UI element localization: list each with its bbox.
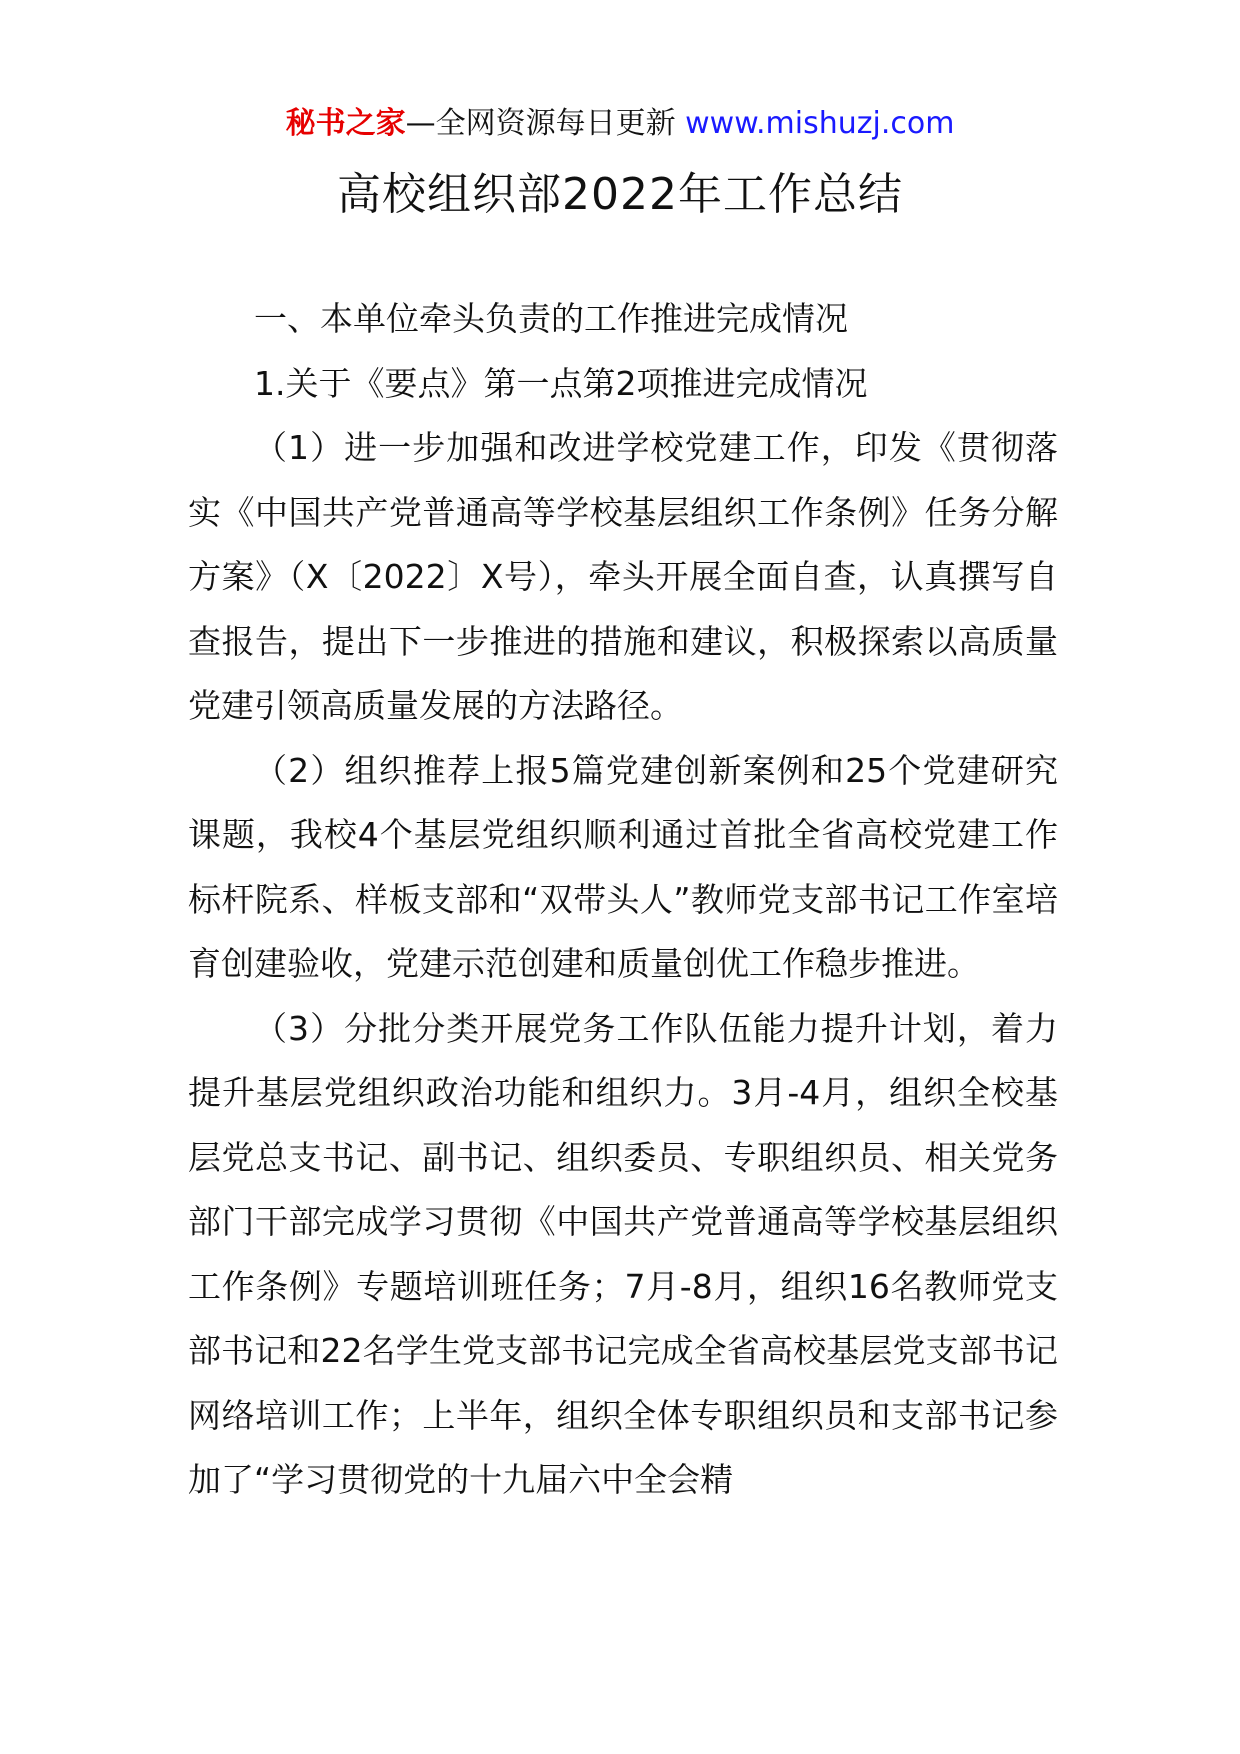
document-body xyxy=(188,287,1058,1513)
paragraph-2: （2）组织推荐上报5篇党建创新案例和25个党建研究课题，我校4个基层党组织顺利通过首批全省高校党建工作标杆院系、样板支部和“双带头人”教师党支部书记工作室培育创建验收，党建示范创建和质量创优工作稳步推进。 xyxy=(188,750,1058,983)
site-url-link[interactable]: www.mishuzj.com xyxy=(685,106,955,141)
header-tagline: —全网资源每日更新 xyxy=(405,106,686,141)
paragraph-3: （3）分批分类开展党务工作队伍能力提升计划，着力提升基层党组织政治功能和组织力。3月-4月，组织全校基层党总支书记、副书记、组织委员、专职组织员、相关党务部门干部完成学习贯彻《中国共产党普通高等学校基层组织工作条例》专题培训班任务；7月-8月，组织16名教师党支部书记和22名学生党支部书记完成全省高校基层党支部书记网络培训工作；上半年，组织全体专职组织员和支部书记参加了“学习贯彻党的十九届六中全会精 xyxy=(188,1008,1058,1499)
section-heading: 一、本单位牵头负责的工作推进完成情况 xyxy=(254,299,848,338)
paragraph-1: （1）进一步加强和改进学校党建工作，印发《贯彻落实《中国共产党普通高等学校基层组织工作条例》任务分解方案》（X〔2022〕X号），牵头开展全面自查，认真撰写自查报告，提出下一步推进的措施和建议，积极探索以高质量党建引领高质量发展的方法路径。 xyxy=(188,428,1058,725)
document-title: 高校组织部2022年工作总结 xyxy=(337,169,903,220)
brand-name: 秘书之家 xyxy=(285,106,406,141)
site-header xyxy=(0,103,1240,145)
subsection-heading: 1.关于《要点》第一点第2项推进完成情况 xyxy=(254,363,868,403)
